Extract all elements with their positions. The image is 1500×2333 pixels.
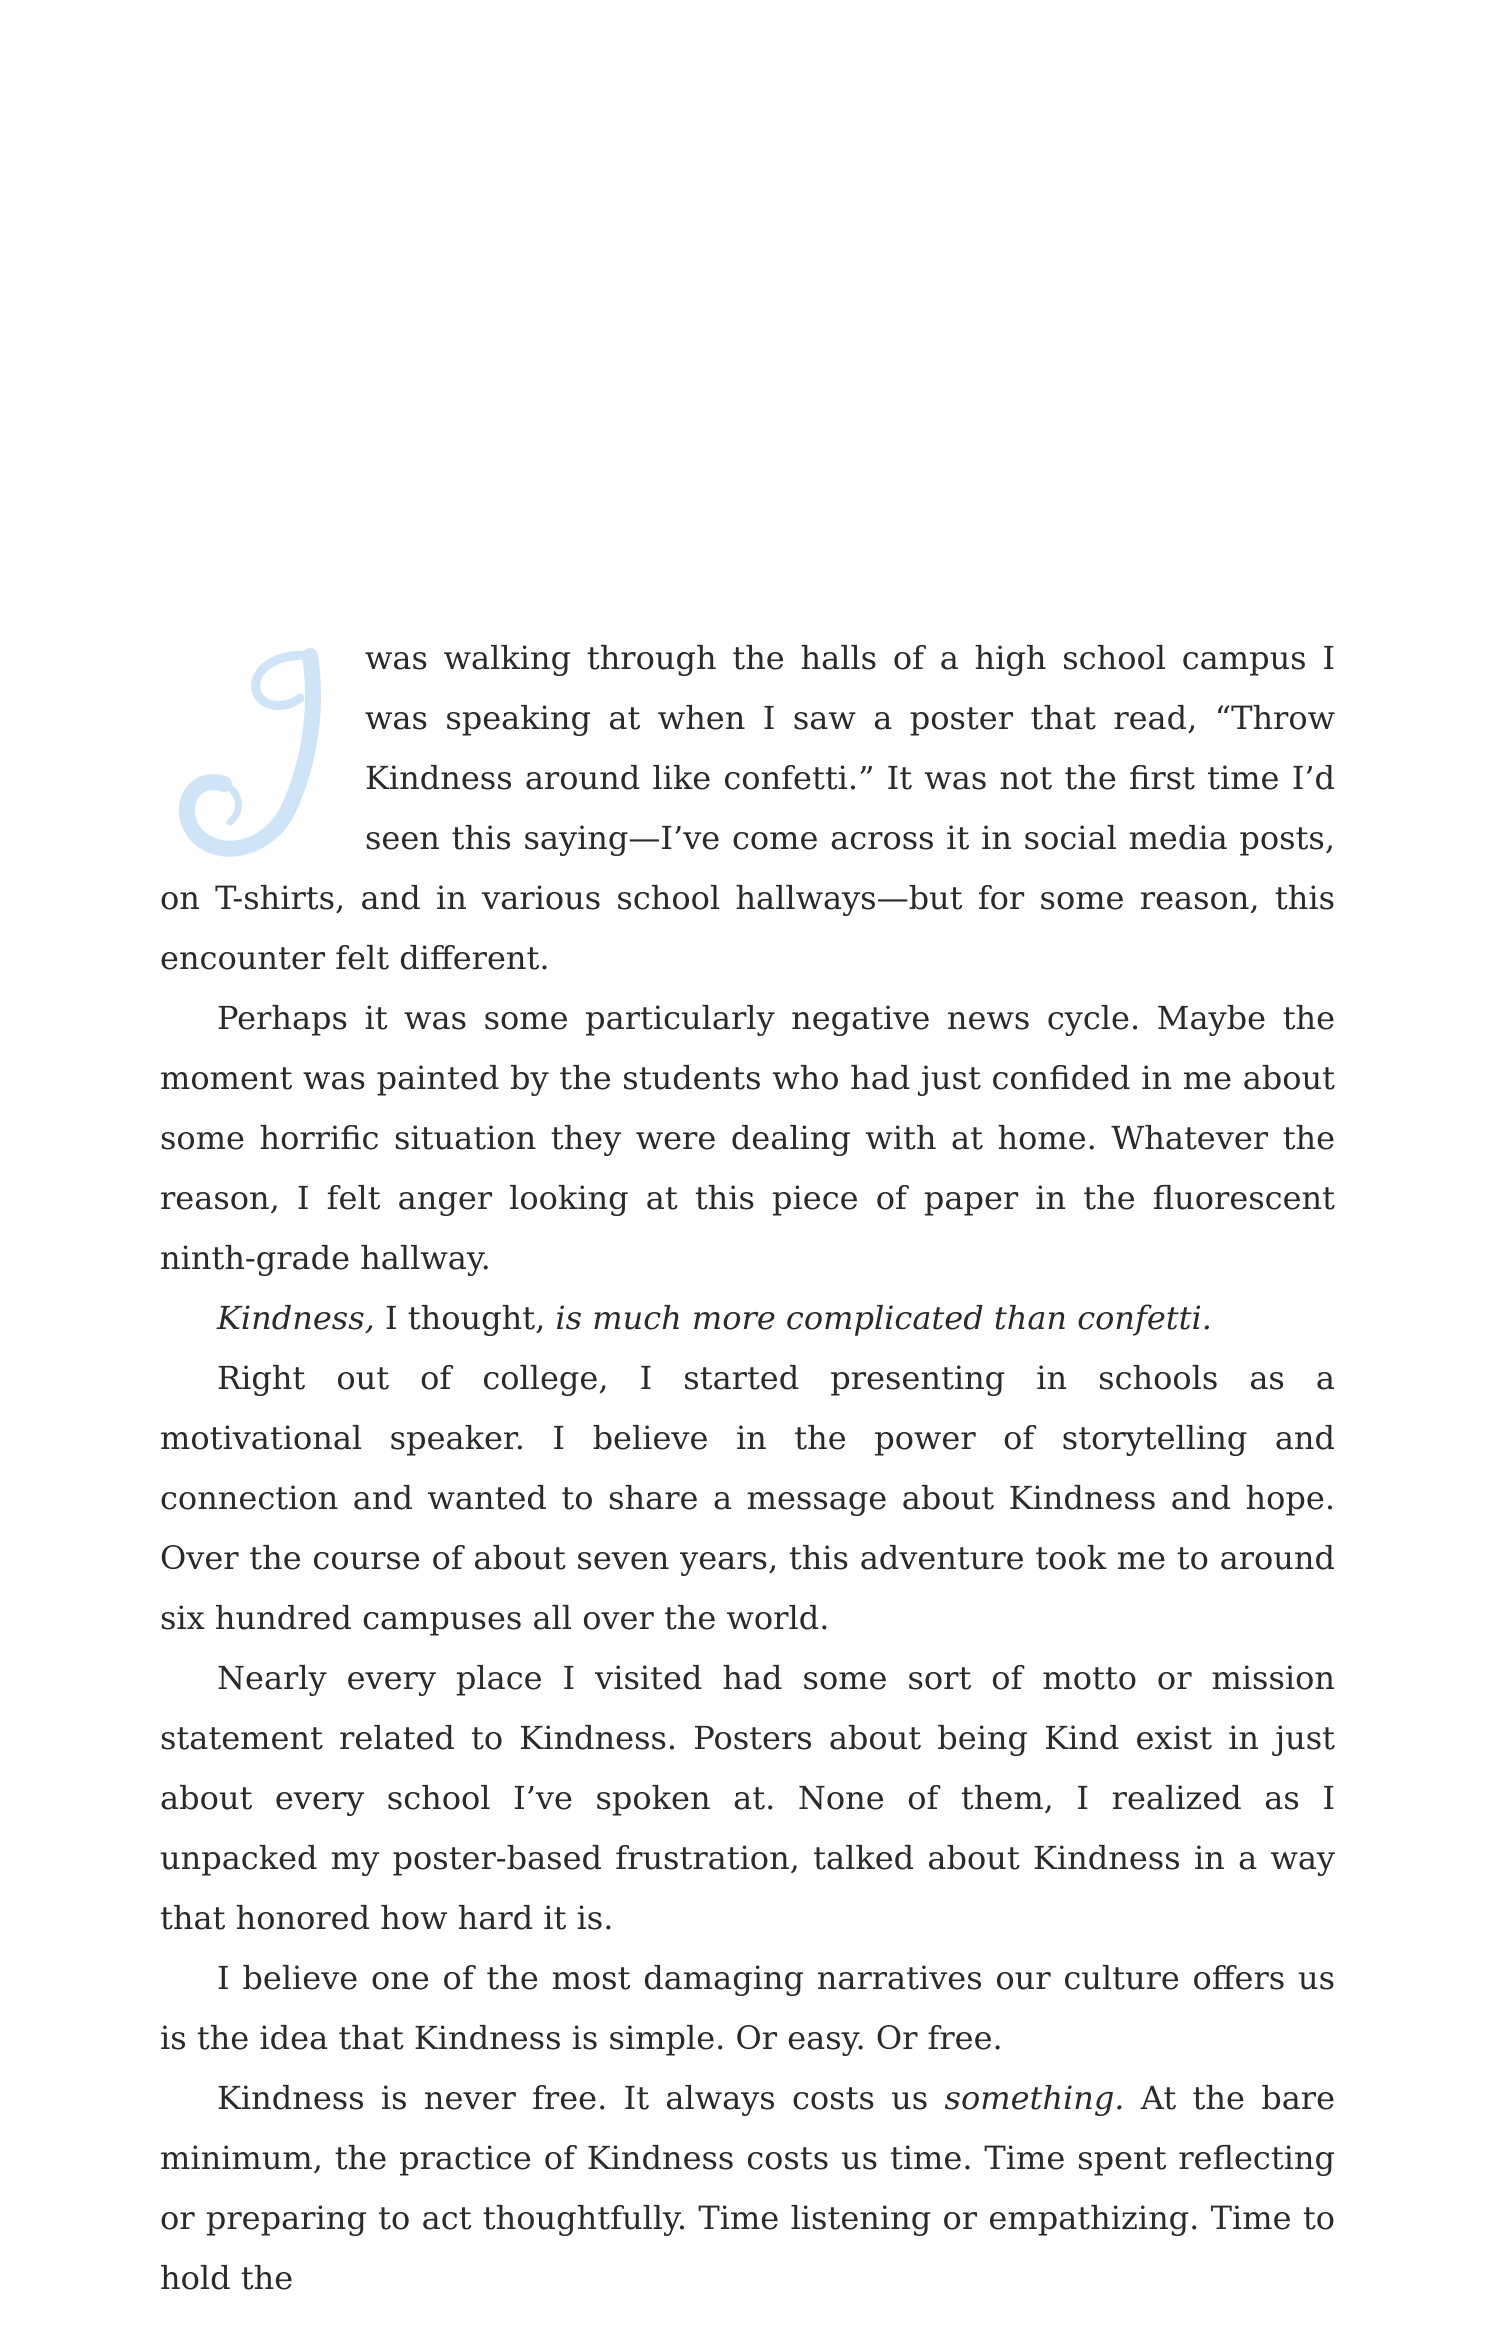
paragraph-text: I thought, — [374, 1299, 556, 1337]
paragraph-text: Nearly every place I visited had some sort of motto or mission statement related to Kindness. Posters about being Kind exist in just about every school I’ve spoken at. None of them, I realized as I unpacked my poster-based frustration, talked about Kindness in a way that honored how hard it is. — [160, 1659, 1335, 1937]
thought-paragraph — [160, 1288, 1335, 1348]
paragraph — [160, 1648, 1335, 1948]
paragraph-text: Right out of college, I started presenting in schools as a motivational speaker. I believe in the power of storytelling and connection and wanted to share a message about Kindness and hope. Over the course of about seven years, this adventure took me to around six hundred campuses all over the world. — [160, 1359, 1335, 1637]
italic-text: is much more complicated than confetti. — [555, 1299, 1212, 1337]
paragraph-text: At the bare minimum, the practice of Kindness costs us time. Time spent reflecting or preparing to act thoughtfully. Time listening or empathizing. Time to hold the — [160, 2079, 1336, 2297]
italic-text: Kindness, — [217, 1299, 375, 1337]
paragraph-text: I believe one of the most damaging narratives our culture offers us is the idea that Kindness is simple. Or easy. Or free. — [160, 1959, 1335, 2057]
paragraph-text: Kindness is never free. It always costs us — [217, 2079, 945, 2117]
drop-cap-glyph — [160, 646, 360, 876]
paragraph-text: Perhaps it was some particularly negative news cycle. Maybe the moment was painted by the students who had just confided in me about some horrific situation they were dealing with at home. Whatever the reason, I felt anger looking at this piece of paper in the fluorescent ninth-grade hallway. — [160, 999, 1335, 1277]
body-text — [160, 628, 1335, 2308]
opening-paragraph — [160, 628, 1335, 988]
paragraph — [160, 988, 1335, 1288]
italic-text: something. — [944, 2079, 1125, 2117]
paragraph — [160, 1948, 1335, 2068]
paragraph — [160, 2068, 1335, 2308]
paragraph — [160, 1348, 1335, 1648]
drop-cap-letter — [160, 628, 365, 868]
paragraph-text: was walking through the halls of a high school campus I was speaking at when I saw a poster that read, “Throw Kindness around like confetti.” It was not the first time I’d seen this saying—I’ve come across it in social media posts, on T-shirts, and in various school hallways—but for some reason, this encounter felt different. — [160, 639, 1335, 977]
